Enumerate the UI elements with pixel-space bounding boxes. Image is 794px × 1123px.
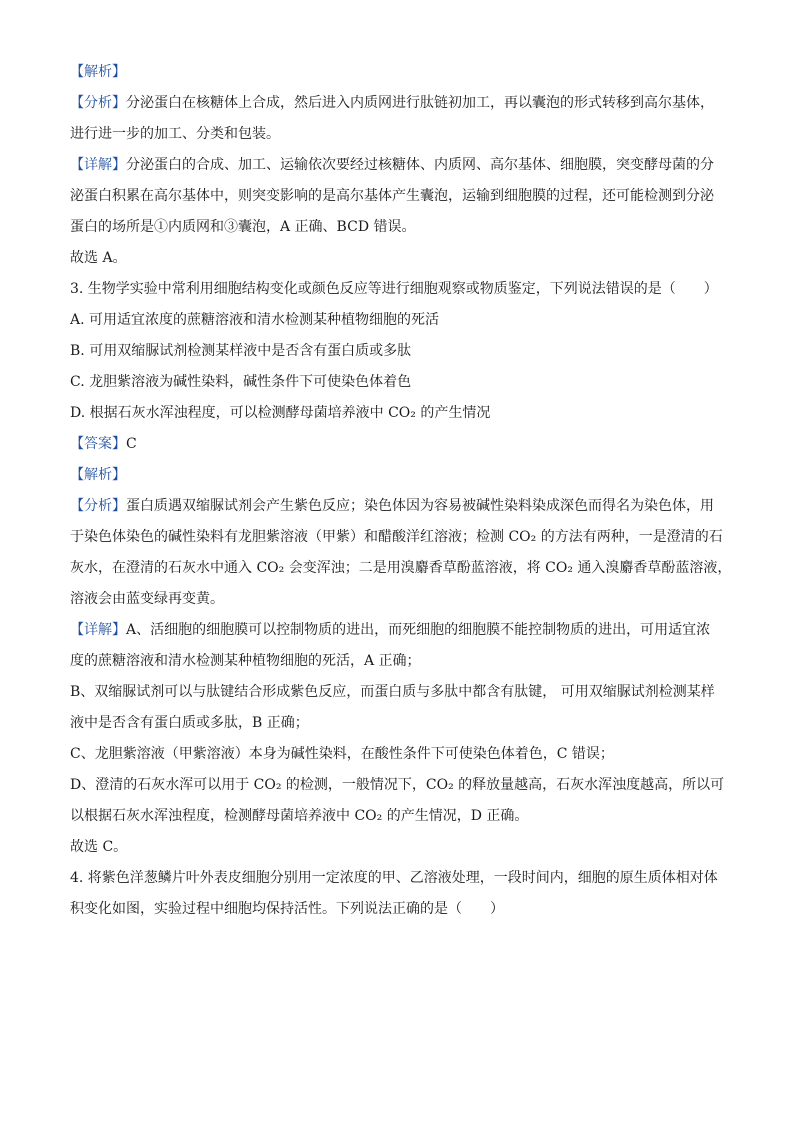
- q2-xiangjie-line-3: 蛋白的场所是①内质网和③囊泡，A 正确、BCD 错误。: [70, 219, 416, 235]
- q2-conclusion: 故选 A。: [70, 250, 127, 266]
- q2-fenxi-line-2: 进行进一步的加工、分类和包装。: [70, 126, 280, 142]
- q4-stem-line-2: 积变化如图，实验过程中细胞均保持活性。下列说法正确的是（ ）: [70, 901, 504, 917]
- q2-xiangjie-line-1: [70, 155, 730, 175]
- fenxi-tag: 【分析】: [70, 498, 126, 514]
- q3-fenxi-line-3: 灰水，在澄清的石灰水中通入 CO₂ 会变浑浊；二是用溴麝香草酚蓝溶液，将 CO₂ 通入溴麝香草酚蓝溶液，: [70, 560, 732, 576]
- q3-xiangjie-line-4: 液中是否含有蛋白质或多肽，B 正确；: [70, 715, 309, 731]
- q3-xiangjie-line-6: D、澄清的石灰水浑可以用于 CO₂ 的检测，一般情况下，CO₂ 的释放量越高，石灰水浑浊度越高，所以可: [70, 777, 725, 793]
- q2-fenxi-text: 分泌蛋白在核糖体上合成，然后进入内质网进行肽链初加工，再以囊泡的形式转移到高尔基体，: [126, 95, 714, 111]
- q3-conclusion: 故选 C。: [70, 839, 128, 855]
- q3-stem: 3. 生物学实验中常利用细胞结构变化或颜色反应等进行细胞观察或物质鉴定，下列说法错误的是（ ）: [70, 281, 718, 297]
- q3-fenxi-line-4: 溶液会由蓝变绿再变黄。: [70, 591, 224, 607]
- analysis-tag: 【解析】: [70, 467, 126, 483]
- q3-option-d: D. 根据石灰水浑浊程度，可以检测酵母菌培养液中 CO₂ 的产生情况: [70, 405, 491, 421]
- q3-fenxi-text: 蛋白质遇双缩脲试剂会产生紫色反应；染色体因为容易被碱性染料染成深色而得名为染色体，用: [126, 498, 714, 514]
- q3-option-b: B. 可用双缩脲试剂检测某样液中是否含有蛋白质或多肽: [70, 343, 412, 359]
- q2-analysis-heading: [70, 62, 730, 82]
- q2-xiangjie-text: 分泌蛋白的合成、加工、运输依次要经过核糖体、内质网、高尔基体、细胞膜，突变酵母菌的分: [126, 157, 714, 173]
- q3-analysis-heading: [70, 465, 730, 485]
- fenxi-tag: 【分析】: [70, 95, 126, 111]
- q2-fenxi-line-1: [70, 93, 730, 113]
- q3-xiangjie-line-7: 以根据石灰水浑浊程度，检测酵母菌培养液中 CO₂ 的产生情况，D 正确。: [70, 808, 529, 824]
- q3-option-c: C. 龙胆紫溶液为碱性染料，碱性条件下可使染色体着色: [70, 374, 412, 390]
- answer-tag: 【答案】: [70, 436, 126, 452]
- document-page: [70, 62, 730, 919]
- q2-xiangjie-line-2: 泌蛋白积累在高尔基体中，则突变影响的是高尔基体产生囊泡，运输到细胞膜的过程，还可能检测到分泌: [70, 188, 714, 204]
- q3-xiangjie-line-1: [70, 620, 730, 640]
- xiangjie-tag: 【详解】: [70, 622, 126, 638]
- q3-fenxi-line-2: 于染色体染色的碱性染料有龙胆紫溶液（甲紫）和醋酸洋红溶液；检测 CO₂ 的方法有两种，一是澄清的石: [70, 529, 723, 545]
- xiangjie-tag: 【详解】: [70, 157, 126, 173]
- q3-xiangjie-line-2: 度的蔗糖溶液和清水检测某种植物细胞的死活，A 正确；: [70, 653, 421, 669]
- q3-option-a: A. 可用适宜浓度的蔗糖溶液和清水检测某种植物细胞的死活: [70, 312, 440, 328]
- q3-answer: [70, 434, 730, 454]
- q4-stem-line-1: 4. 将紫色洋葱鳞片叶外表皮细胞分别用一定浓度的甲、乙溶液处理，一段时间内，细胞的原生质体相对体: [70, 870, 718, 886]
- q3-fenxi-line-1: [70, 496, 730, 516]
- analysis-tag: 【解析】: [70, 64, 126, 80]
- q3-xiangjie-line-5: C、龙胆紫溶液（甲紫溶液）本身为碱性染料，在酸性条件下可使染色体着色，C 错误；: [70, 746, 614, 762]
- q3-xiangjie-text: A、活细胞的细胞膜可以控制物质的进出，而死细胞的细胞膜不能控制物质的进出，可用适宜浓: [126, 622, 711, 638]
- q3-xiangjie-line-3: B、双缩脲试剂可以与肽键结合形成紫色反应，而蛋白质与多肽中都含有肽键， 可用双缩脲试剂检测某样: [70, 684, 715, 700]
- q3-answer-value: C: [126, 436, 137, 452]
